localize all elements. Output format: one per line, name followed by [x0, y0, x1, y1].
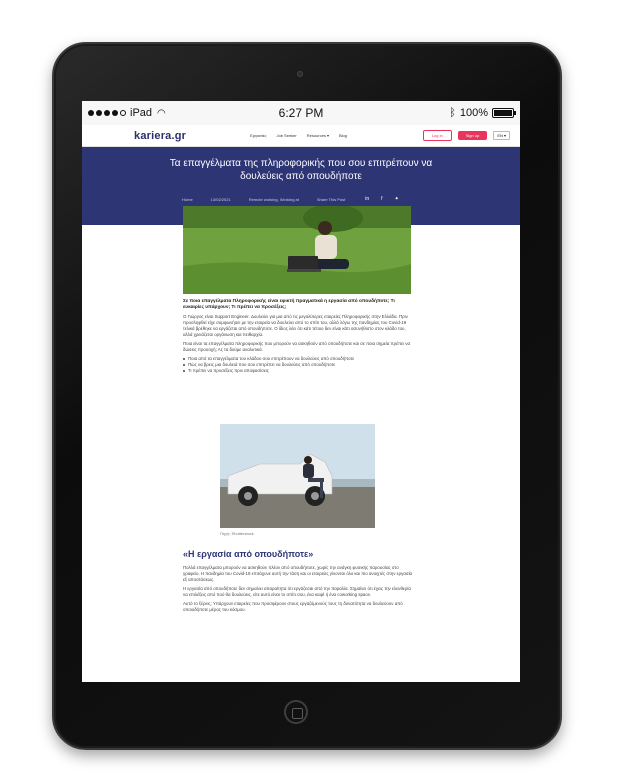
battery-percentage: 100% [459, 107, 488, 119]
carrier-label: iPad [130, 107, 153, 119]
home-button[interactable] [284, 700, 308, 724]
article-intro-question: Σε ποια επαγγέλματα Πληροφορικής είναι εφικτή πραγματικά η εργασία από οπουδήποτε; Τι ευκαιρίες υπάρχουν; Τι πρέπει να προσέξεις; [183, 299, 395, 310]
signal-strength-icon [88, 110, 126, 116]
article-paragraph-5: Αυτό το ξέρεις; Υπάρχουν εταιρείες που προσφέρουν στους εργαζόμενούς τους τη δυνατότητα να δουλεύουν από οποιοδήποτε μέρος του κόσμου. [183, 601, 403, 612]
language-select[interactable]: EN ▾ [493, 131, 510, 140]
photo-caption: Πηγή: Shutterstock [220, 531, 254, 536]
article-meta [182, 196, 506, 202]
signup-button[interactable]: Sign up [458, 131, 488, 140]
wifi-icon: ◠ [157, 107, 166, 119]
section-heading: «Η εργασία από οπουδήποτε» [183, 549, 314, 559]
photo-laptop-on-grass-illustration [183, 206, 411, 294]
share-label: Share This Post [316, 196, 346, 202]
article-body-bottom [183, 548, 415, 616]
list-item: Τι πρέπει να προσέξεις πριν αποφασίσεις [183, 368, 415, 374]
article-paragraph-2: Ποια είναι τα επαγγέλματα πληροφορικής που μπορούν να ασκηθούν από οπουδήποτε και σε ποια σημεία πρέπει να δώσεις προσοχή; Ας τα δούμε αναλυτικά. [183, 341, 410, 352]
share-icons [365, 196, 399, 202]
tablet-screen [82, 101, 520, 682]
linkedin-icon[interactable]: in [365, 196, 370, 202]
article-bullet-list [183, 356, 415, 374]
list-item: Πώς να βρεις μια δουλειά που σου επιτρέπει να δουλεύεις από οπουδήποτε [183, 362, 415, 368]
battery-icon [492, 108, 514, 118]
photo-pickup-truck-illustration [220, 424, 375, 528]
nav-link-resources[interactable]: Resources ▾ [306, 133, 329, 138]
breadcrumb-home[interactable]: Home [182, 196, 193, 202]
site-navbar [82, 125, 520, 147]
status-right [449, 107, 514, 119]
front-camera [297, 71, 303, 77]
article-paragraph-1: Ο Γιώργος είναι Support Engineer. Δουλεύει για μια από τις μεγαλύτερες εταιρείες Πληροφορικής στην Ελλάδα. Πριν προσληφθεί είχε συμφωνήσει με την εταιρεία να δουλεύει από το σπίτι του, αλλά λόγω της πανδημίας του Covid-19 τελικά βρέθηκε να εργάζεται από οπουδήποτε. Ο ίδιος λέει ότι κάτι τέτοιο δεν είναι κάτι ασυνήθιστο στον κλάδο του, αλλά χρειάζεται οργάνωση και πειθαρχία. [183, 314, 408, 337]
nav-links [250, 133, 347, 138]
article-title: Τα επαγγέλματα της πληροφορικής που σου επιτρέπουν να δουλεύεις από οπουδήποτε [169, 158, 433, 182]
bluetooth-icon: ᛒ [449, 107, 456, 119]
article-body-top [183, 299, 415, 377]
login-button[interactable]: Log in [423, 130, 452, 141]
article-tags[interactable]: Remote working, Working at [248, 196, 299, 202]
battery-fill [494, 110, 512, 116]
article-photo-pickup-truck [220, 424, 375, 528]
status-bar [82, 101, 520, 125]
nav-link-blog[interactable]: Blog [338, 133, 347, 138]
nav-link-jobs[interactable]: Εργασίες [250, 133, 267, 138]
twitter-icon[interactable]: ✦ [394, 196, 399, 202]
status-clock: 6:27 PM [278, 106, 324, 120]
article-paragraph-4: Η εργασία από οπουδήποτε δεν σημαίνει απαραίτητα ότι εργάζεσαι από την παραλία. Σημαίνει ότι έχεις την ελευθερία να επιλέξεις από πού θα δουλεύεις, είτε αυτό είναι το σπίτι σου, ένα καφέ ή ένα coworking space. [183, 586, 411, 597]
list-item: Ποια από τα επαγγέλματα του κλάδου σου επιτρέπουν να δουλεύεις από οπουδήποτε [183, 356, 415, 362]
facebook-icon[interactable]: f [381, 196, 383, 202]
article-photo-laptop-on-grass [183, 206, 411, 294]
article-date: 13/02/2021 [210, 196, 231, 202]
site-logo[interactable]: kariera.gr [134, 129, 187, 142]
article-paragraph-3: Πολλά επαγγέλματα μπορούν να ασκηθούν πλέον από οπουδήποτε, χωρίς την ανάγκη φυσικής παρουσίας στο γραφείο. Η πανδημία του Covid-19 επιτάχυνε αυτή την τάση και οι εταιρείες γίνονται όλο και πιο ανοιχτές στην εργασία εξ αποστάσεως. [183, 565, 413, 582]
nav-link-job-seeker[interactable]: Job Seeker [276, 133, 297, 138]
nav-actions [423, 130, 510, 141]
